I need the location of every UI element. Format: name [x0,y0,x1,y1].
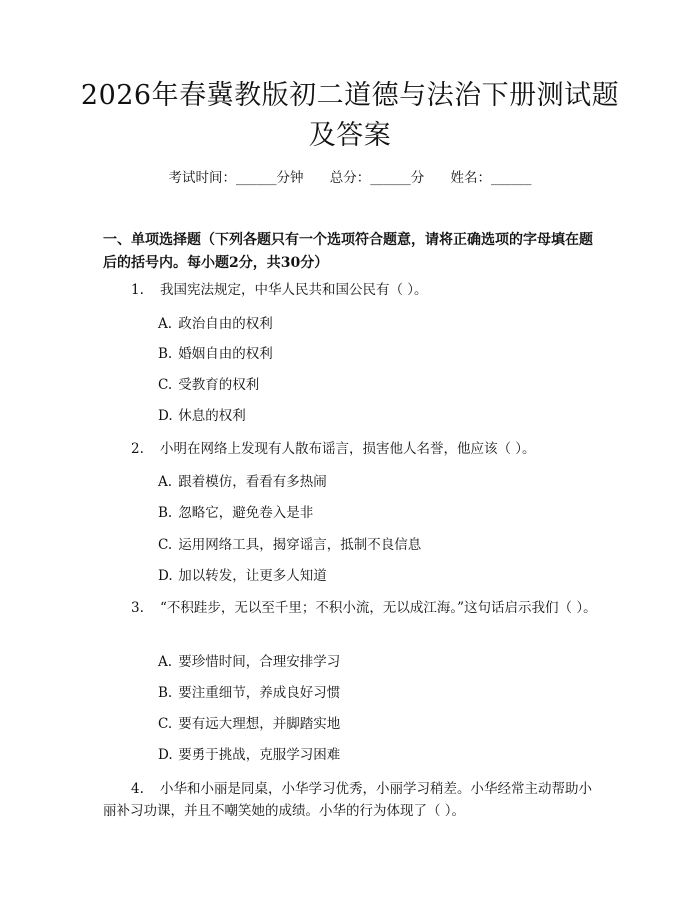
option-text: 要有远大理想，并脚踏实地 [178,716,341,732]
question-text: 我国宪法规定，中华人民共和国公民有（ ）。 [160,282,428,298]
student-name-label: 姓名： [450,170,492,186]
option-text: 受教育的权利 [178,377,260,393]
question-1-option-b [158,344,598,364]
question-2 [103,438,603,460]
question-1-option-c [158,375,598,395]
option-text: 跟着模仿，看看有多热闹 [178,474,327,490]
exam-time-label: 考试时间： [168,170,236,186]
option-text: 要注重细节，养成良好习惯 [178,685,341,701]
option-letter: B. [158,685,173,701]
question-1-option-a [158,314,598,334]
student-name-field [451,170,532,186]
option-letter: B. [158,346,173,362]
option-letter: C. [158,537,173,553]
option-text: 休息的权利 [178,408,246,424]
exam-time-field [168,170,303,186]
option-text: 要勇于挑战，克服学习困难 [178,747,341,763]
question-number: 4. [131,781,144,797]
title-line-2: 及答案 [308,120,392,151]
question-text: 小明在网络上发现有人散布谣言，损害他人名誉，他应该（ ）。 [160,441,536,457]
title-line-1: 2026年春冀教版初二道德与法治下册测试题 [80,80,620,111]
document-title [60,76,640,156]
question-text: 小华和小丽是同桌，小华学习优秀，小丽学习稍差。小华经常主动帮助小丽补习功课，并且不嘲笑她的成绩。小华的行为体现了（ ）。 [103,781,592,819]
option-letter: A. [158,654,173,670]
option-letter: C. [158,716,173,732]
option-text: 加以转发，让更多人知道 [178,568,327,584]
question-text: “不积跬步，无以至千里；不积小流，无以成江海。”这句话启示我们（ ）。 [160,600,597,616]
exam-info [0,168,700,188]
total-score-label: 总分： [329,170,371,186]
question-3 [103,597,603,619]
option-text: 婚姻自由的权利 [178,346,273,362]
option-text: 要珍惜时间，合理安排学习 [178,654,341,670]
question-2-option-b [158,503,598,523]
option-letter: D. [158,747,173,763]
question-3-option-c [158,714,598,734]
student-name-blank: ______ [491,170,532,186]
option-text: 忽略它，避免卷入是非 [178,505,314,521]
total-score-unit: 分 [410,170,425,186]
question-2-option-a [158,472,598,492]
total-score-field [330,170,425,186]
question-number: 2. [131,441,144,457]
question-1 [103,279,603,301]
exam-time-blank: ______ [235,170,277,186]
question-4 [103,778,603,822]
question-3-option-b [158,683,598,703]
question-3-option-d [158,745,598,765]
option-letter: D. [158,408,173,424]
option-letter: B. [158,505,173,521]
option-text: 运用网络工具，揭穿谣言，抵制不良信息 [178,537,422,553]
option-letter: D. [158,568,173,584]
question-1-option-d [158,406,598,426]
option-letter: C. [158,377,173,393]
option-letter: A. [158,474,173,490]
question-number: 1. [131,282,144,298]
question-number: 3. [131,600,144,616]
option-text: 政治自由的权利 [178,316,273,332]
section-heading-single-choice: 一、单项选择题（下列各题只有一个选项符合题意，请将正确选项的字母填在题后的括号内。每小题2分，共30分） [103,232,593,271]
total-score-blank: ______ [370,170,411,186]
option-letter: A. [158,316,173,332]
question-2-option-c [158,535,598,555]
question-2-option-d [158,566,598,586]
exam-time-unit: 分钟 [276,170,304,186]
question-3-option-a [158,652,598,672]
